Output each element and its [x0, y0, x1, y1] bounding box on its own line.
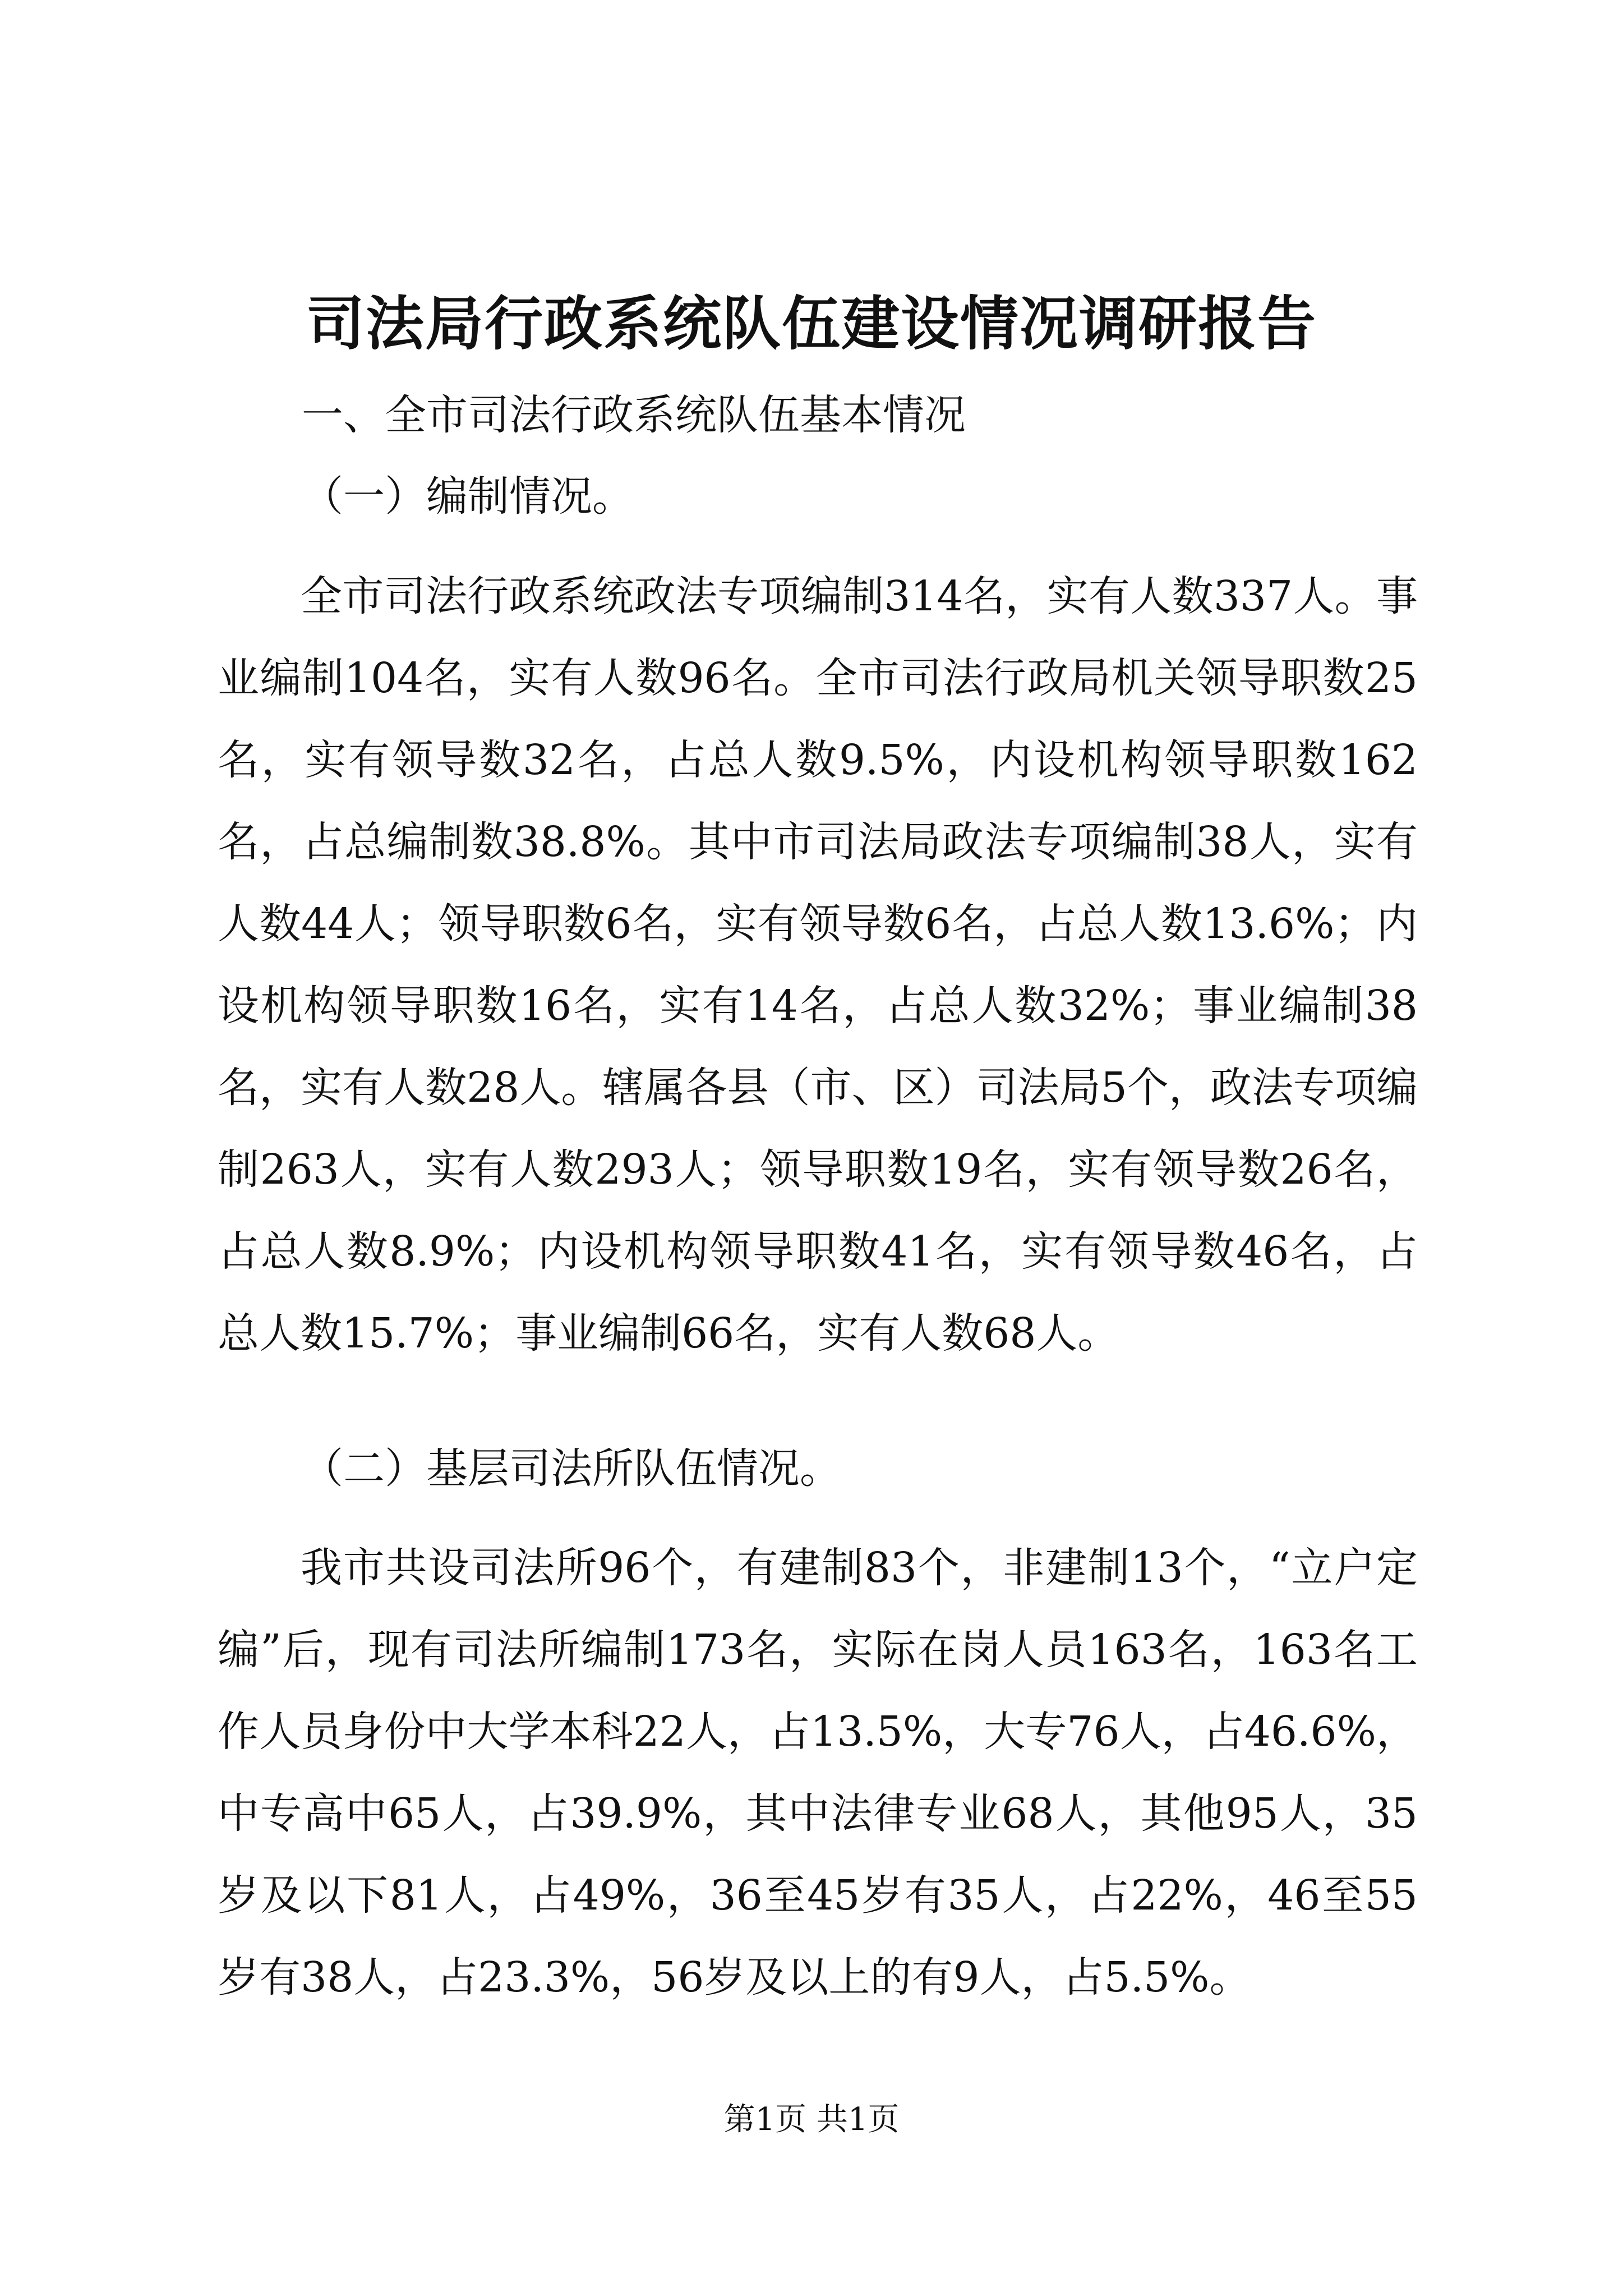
- subsection-heading-staffing: （一）编制情况。: [302, 472, 634, 521]
- paragraph-grassroots: 我市共设司法所96个，有建制83个，非建制13个，“立户定编”后，现有司法所编制173名，实际在岗人员163名，163名工作人员身份中大学本科22人，占13.5%，大专76人，占46.6%，中专高中65人，占39.9%，其中法律专业68人，其他95人，35岁及以下81人，占49%，36至45岁有35人，占22%，46至55岁有38人，占23.3%，56岁及以上的有9人，占5.5%。: [218, 1544, 1418, 2001]
- document-title: 司法局行政系统队伍建设情况调研报告: [306, 289, 1317, 358]
- page-footer: 第1页 共1页: [723, 2101, 900, 2138]
- paragraph-staffing: 全市司法行政系统政法专项编制314名，实有人数337人。事业编制104名，实有人数96名。全市司法行政局机关领导职数25名，实有领导数32名，占总人数9.5%，内设机构领导职数162名，占总编制数38.8%。其中市司法局政法专项编制38人，实有人数44人；领导职数6名，实有领导数6名，占总人数13.6%；内设机构领导职数16名，实有14名，占总人数32%；事业编制38名，实有人数28人。辖属各县（市、区）司法局5个，政法专项编制263人，实有人数293人；领导职数19名，实有领导数26名，占总人数8.9%；内设机构领导职数41名，实有领导数46名，占总人数15.7%；事业编制66名，实有人数68人。: [218, 572, 1418, 1358]
- subsection-heading-grassroots: （二）基层司法所队伍情况。: [302, 1444, 841, 1493]
- section-heading: 一、全市司法行政系统队伍基本情况: [302, 391, 966, 439]
